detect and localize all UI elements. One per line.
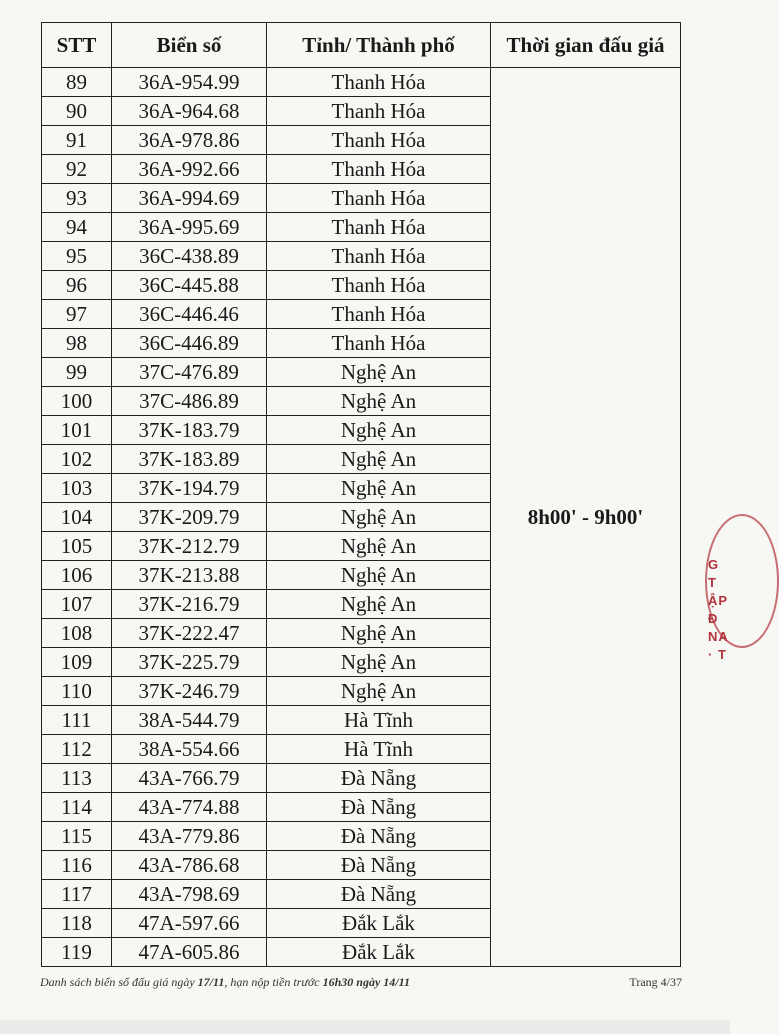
cell-plate: 37C-486.89: [112, 387, 267, 416]
cell-stt: 110: [42, 677, 112, 706]
cell-plate: 37K-194.79: [112, 474, 267, 503]
cell-plate: 38A-544.79: [112, 706, 267, 735]
cell-plate: 47A-597.66: [112, 909, 267, 938]
cell-plate: 36C-446.89: [112, 329, 267, 358]
cell-stt: 111: [42, 706, 112, 735]
header-province: Tỉnh/ Thành phố: [267, 23, 491, 68]
cell-stt: 117: [42, 880, 112, 909]
cell-plate: 37C-476.89: [112, 358, 267, 387]
cell-province: Nghệ An: [267, 474, 491, 503]
cell-plate: 36A-978.86: [112, 126, 267, 155]
cell-province: Thanh Hóa: [267, 68, 491, 97]
cell-plate: 37K-213.88: [112, 561, 267, 590]
cell-plate: 36C-446.46: [112, 300, 267, 329]
stamp-text: [708, 556, 730, 664]
cell-plate: 37K-246.79: [112, 677, 267, 706]
cell-stt: 92: [42, 155, 112, 184]
cell-plate: 38A-554.66: [112, 735, 267, 764]
cell-province: Thanh Hóa: [267, 242, 491, 271]
cell-province: Thanh Hóa: [267, 300, 491, 329]
cell-plate: 37K-225.79: [112, 648, 267, 677]
cell-stt: 118: [42, 909, 112, 938]
cell-stt: 114: [42, 793, 112, 822]
cell-plate: 47A-605.86: [112, 938, 267, 967]
cell-plate: 43A-774.88: [112, 793, 267, 822]
cell-province: Nghệ An: [267, 445, 491, 474]
footer-note-deadline: 16h30 ngày 14/11: [322, 975, 410, 989]
cell-plate: 36C-438.89: [112, 242, 267, 271]
cell-stt: 113: [42, 764, 112, 793]
cell-stt: 89: [42, 68, 112, 97]
cell-province: Đắk Lắk: [267, 938, 491, 967]
cell-province: Hà Tĩnh: [267, 735, 491, 764]
cell-stt: 116: [42, 851, 112, 880]
cell-plate: 37K-209.79: [112, 503, 267, 532]
stamp-line: ẬP Đ: [708, 593, 728, 626]
cell-province: Đà Nẵng: [267, 880, 491, 909]
red-stamp: [703, 510, 730, 662]
cell-province: Nghệ An: [267, 358, 491, 387]
cell-stt: 101: [42, 416, 112, 445]
cell-plate: 36A-994.69: [112, 184, 267, 213]
cell-stt: 108: [42, 619, 112, 648]
cell-plate: 43A-766.79: [112, 764, 267, 793]
cell-stt: 105: [42, 532, 112, 561]
cell-stt: 106: [42, 561, 112, 590]
cell-stt: 94: [42, 213, 112, 242]
cell-plate: 37K-212.79: [112, 532, 267, 561]
cell-province: Nghệ An: [267, 590, 491, 619]
cell-province: Thanh Hóa: [267, 213, 491, 242]
cell-stt: 112: [42, 735, 112, 764]
table-body: [42, 68, 681, 967]
cell-stt: 97: [42, 300, 112, 329]
cell-province: Nghệ An: [267, 532, 491, 561]
cell-province: Nghệ An: [267, 416, 491, 445]
cell-province: Nghệ An: [267, 648, 491, 677]
cell-province: Nghệ An: [267, 503, 491, 532]
cell-province: Đà Nẵng: [267, 822, 491, 851]
cell-province: Thanh Hóa: [267, 126, 491, 155]
page-bottom-edge: [0, 1020, 730, 1034]
cell-province: Đà Nẵng: [267, 851, 491, 880]
cell-stt: 98: [42, 329, 112, 358]
cell-plate: 37K-183.79: [112, 416, 267, 445]
footer-note-date: 17/11: [197, 975, 225, 989]
cell-plate: 37K-183.89: [112, 445, 267, 474]
page-footer: [40, 975, 682, 990]
cell-stt: 102: [42, 445, 112, 474]
cell-province: Thanh Hóa: [267, 271, 491, 300]
header-auction-time: Thời gian đấu giá: [491, 23, 681, 68]
cell-stt: 107: [42, 590, 112, 619]
cell-plate: 36A-995.69: [112, 213, 267, 242]
footer-note: [40, 975, 410, 990]
stamp-line: · T: [708, 647, 727, 662]
cell-stt: 100: [42, 387, 112, 416]
cell-stt: 99: [42, 358, 112, 387]
footer-note-prefix: Danh sách biển số đấu giá ngày: [40, 975, 195, 989]
cell-province: Nghệ An: [267, 619, 491, 648]
cell-stt: 109: [42, 648, 112, 677]
cell-stt: 115: [42, 822, 112, 851]
cell-stt: 103: [42, 474, 112, 503]
header-plate: Biển số: [112, 23, 267, 68]
cell-plate: 37K-216.79: [112, 590, 267, 619]
stamp-line: NA: [708, 629, 729, 644]
header-stt: STT: [42, 23, 112, 68]
cell-auction-time: 8h00' - 9h00': [491, 68, 681, 967]
cell-plate: 43A-798.69: [112, 880, 267, 909]
cell-plate: 36A-992.66: [112, 155, 267, 184]
cell-plate: 36C-445.88: [112, 271, 267, 300]
cell-stt: 95: [42, 242, 112, 271]
cell-province: Đà Nẵng: [267, 793, 491, 822]
cell-province: Đà Nẵng: [267, 764, 491, 793]
cell-plate: 37K-222.47: [112, 619, 267, 648]
cell-province: Nghệ An: [267, 561, 491, 590]
cell-stt: 96: [42, 271, 112, 300]
cell-stt: 90: [42, 97, 112, 126]
cell-stt: 119: [42, 938, 112, 967]
cell-province: Nghệ An: [267, 677, 491, 706]
cell-stt: 93: [42, 184, 112, 213]
page-number: Trang 4/37: [629, 975, 682, 989]
table-row: [42, 68, 681, 97]
cell-province: Thanh Hóa: [267, 184, 491, 213]
auction-table: [41, 22, 681, 967]
cell-plate: 36A-964.68: [112, 97, 267, 126]
table-header-row: [42, 23, 681, 68]
cell-province: Thanh Hóa: [267, 329, 491, 358]
cell-province: Nghệ An: [267, 387, 491, 416]
cell-stt: 104: [42, 503, 112, 532]
cell-plate: 43A-779.86: [112, 822, 267, 851]
cell-province: Hà Tĩnh: [267, 706, 491, 735]
cell-plate: 43A-786.68: [112, 851, 267, 880]
cell-stt: 91: [42, 126, 112, 155]
cell-province: Thanh Hóa: [267, 97, 491, 126]
footer-note-middle: , hạn nộp tiền trước: [224, 975, 320, 989]
cell-province: Đắk Lắk: [267, 909, 491, 938]
cell-plate: 36A-954.99: [112, 68, 267, 97]
stamp-line: G T: [708, 557, 720, 590]
cell-province: Thanh Hóa: [267, 155, 491, 184]
